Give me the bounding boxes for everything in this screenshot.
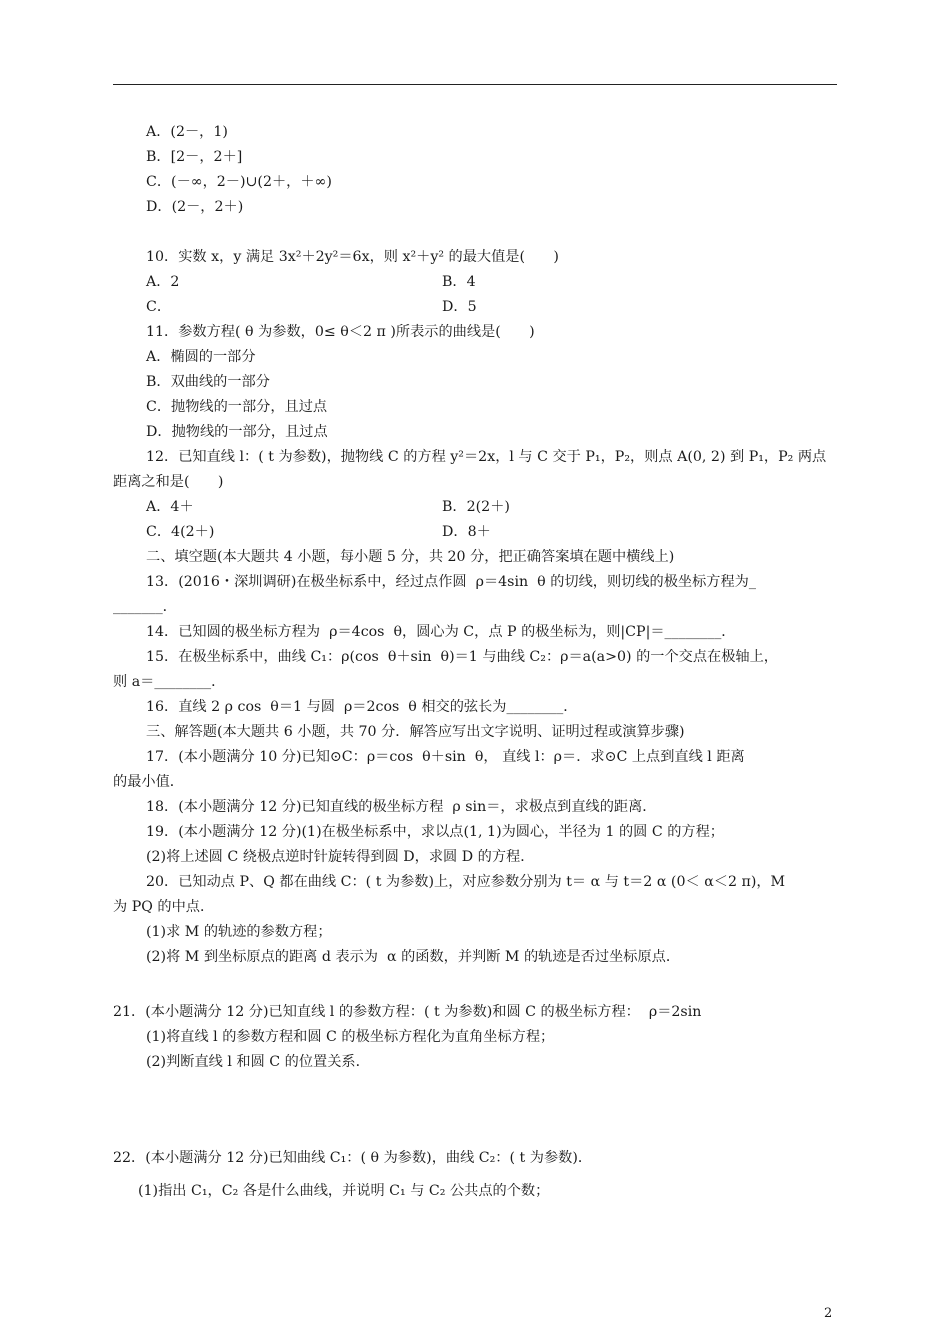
page-number: 2 bbox=[824, 1306, 833, 1321]
q16-stem: 16．直线 2 ρ cos θ＝1 与圆 ρ＝2cos θ 相交的弦长为________． bbox=[146, 699, 578, 715]
q10-stem: 10．实数 x，y 满足 3x²＋2y²＝6x，则 x²＋y² 的最大值是( ) bbox=[146, 249, 559, 265]
q14-stem: 14．已知圆的极坐标方程为 ρ＝4cos θ，圆心为 C，点 P 的极坐标为，则|CP|＝________． bbox=[146, 624, 736, 640]
q12-stem: 12．已知直线 l：( t 为参数)，抛物线 C 的方程 y²＝2x，l 与 C 交于 P₁，P₂，则点 A(0, 2) 到 P₁，P₂ 两点 bbox=[146, 449, 827, 465]
q9-option-a: A．(2－，1) bbox=[146, 124, 228, 140]
q15-stem-cont: 则 a＝________． bbox=[113, 674, 226, 690]
q11-stem: 11．参数方程( θ 为参数，0≤ θ＜2 π )所表示的曲线是( ) bbox=[146, 324, 535, 340]
q9-option-c: C．(－∞，2－)∪(2＋，＋∞) bbox=[146, 174, 332, 190]
q12-option-c: C．4(2＋) bbox=[146, 524, 215, 540]
q11-option-b: B．双曲线的一部分 bbox=[146, 374, 270, 390]
q19-part-2: (2)将上述圆 C 绕极点逆时针旋转得到圆 D，求圆 D 的方程． bbox=[146, 849, 535, 865]
q22-part-1: (1)指出 C₁，C₂ 各是什么曲线，并说明 C₁ 与 C₂ 公共点的个数； bbox=[138, 1183, 550, 1199]
q17-stem: 17．(本小题满分 10 分)已知⊙C：ρ＝cos θ＋sin θ， 直线 l：ρ＝．求⊙C 上点到直线 l 距离 bbox=[146, 749, 745, 765]
q19-part-1: 19．(本小题满分 12 分)(1)在极坐标系中，求以点(1, 1)为圆心，半径为 1 的圆 C 的方程； bbox=[146, 824, 724, 840]
q10-option-c: C． bbox=[146, 299, 172, 315]
q20-stem: 20．已知动点 P、Q 都在曲线 C：( t 为参数)上，对应参数分别为 t＝ α 与 t＝2 α (0＜ α＜2 π)，M bbox=[146, 874, 786, 890]
q20-part-1: (1)求 M 的轨迹的参数方程； bbox=[146, 924, 332, 940]
q13-blank: _______． bbox=[113, 599, 177, 615]
section-2-heading: 二、填空题(本大题共 4 小题，每小题 5 分，共 20 分，把正确答案填在题中横线上) bbox=[146, 549, 675, 565]
q10-option-d: D．5 bbox=[442, 299, 477, 315]
q21-part-1: (1)将直线 l 的参数方程和圆 C 的极坐标方程化为直角坐标方程； bbox=[146, 1029, 555, 1045]
q20-stem-cont: 为 PQ 的中点． bbox=[113, 899, 215, 915]
section-3-heading: 三、解答题(本大题共 6 小题，共 70 分．解答应写出文字说明、证明过程或演算步骤) bbox=[146, 724, 685, 740]
q11-option-c: C．抛物线的一部分，且过点 bbox=[146, 399, 328, 415]
q9-option-d: D．(2－，2＋) bbox=[146, 199, 244, 215]
q9-option-b: B．[2－，2＋] bbox=[146, 149, 243, 165]
q21-stem: 21．(本小题满分 12 分)已知直线 l 的参数方程：( t 为参数)和圆 C 的极坐标方程： ρ＝2sin bbox=[113, 1004, 702, 1020]
q15-stem: 15．在极坐标系中，曲线 C₁：ρ(cos θ＋sin θ)＝1 与曲线 C₂：ρ＝a(a>0) 的一个交点在极轴上， bbox=[146, 649, 778, 665]
q13-stem: 13．(2016・深圳调研)在极坐标系中，经过点作圆 ρ＝4sin θ 的切线，则切线的极坐标方程为_ bbox=[146, 574, 756, 590]
q20-part-2: (2)将 M 到坐标原点的距离 d 表示为 α 的函数，并判断 M 的轨迹是否过坐标原点． bbox=[146, 949, 681, 965]
q10-option-a: A．2 bbox=[146, 274, 180, 290]
q11-option-d: D．抛物线的一部分，且过点 bbox=[146, 424, 328, 440]
q22-stem: 22．(本小题满分 12 分)已知曲线 C₁：( θ 为参数)，曲线 C₂：( t 为参数)． bbox=[113, 1150, 593, 1166]
q11-option-a: A．椭圆的一部分 bbox=[146, 349, 256, 365]
header-rule bbox=[113, 84, 837, 85]
q12-option-a: A．4＋ bbox=[146, 499, 194, 515]
q10-option-b: B．4 bbox=[442, 274, 476, 290]
q17-stem-cont: 的最小值． bbox=[113, 774, 184, 790]
q21-part-2: (2)判断直线 l 和圆 C 的位置关系． bbox=[146, 1054, 370, 1070]
q12-option-d: D．8＋ bbox=[442, 524, 491, 540]
q18-stem: 18．(本小题满分 12 分)已知直线的极坐标方程 ρ sin＝，求极点到直线的距离． bbox=[146, 799, 657, 815]
q12-stem-cont: 距离之和是( ) bbox=[113, 474, 224, 490]
q12-option-b: B．2(2＋) bbox=[442, 499, 510, 515]
